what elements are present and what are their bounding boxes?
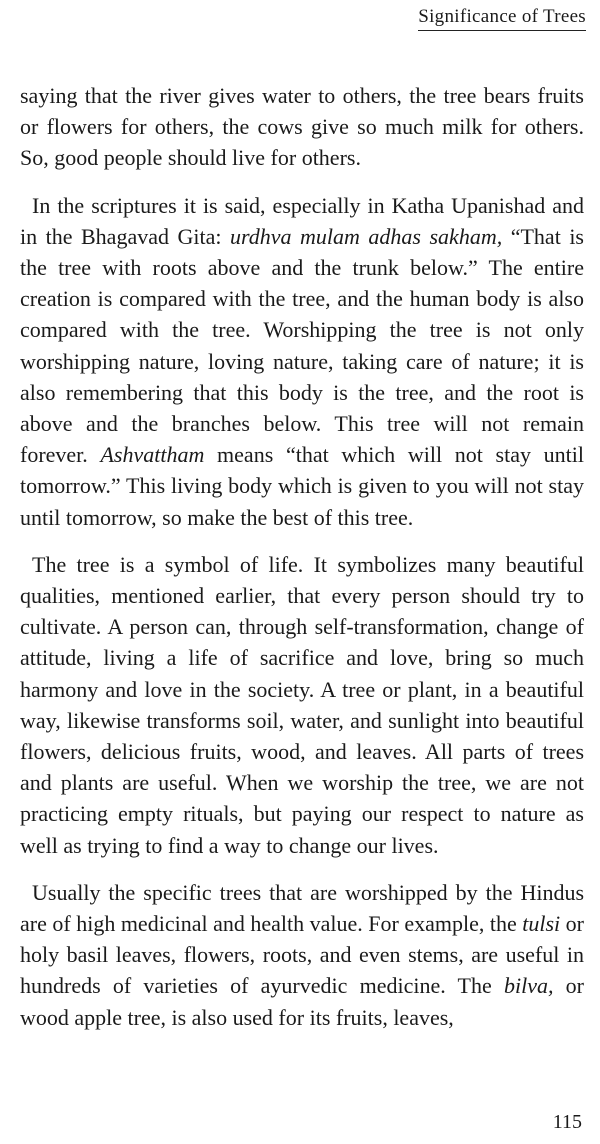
text-run: Usually the specific trees that are worshipped by the Hindus are of high medicinal and health value. For example, the [20, 879, 584, 937]
page-body [20, 80, 584, 1049]
paragraph [20, 80, 584, 174]
text-run: or wood apple tree, is also used for its fruits, leaves, [20, 973, 585, 1030]
paragraph [20, 877, 584, 1033]
running-header: Significance of Trees [418, 6, 586, 31]
italic-term: bilva, [503, 973, 554, 999]
text-run: means “that which will not stay until tomorrow.” This living body which is given to you will not stay until tomorrow, so make the best of this tree. [20, 442, 584, 530]
text-run: “That is the tree with roots above and the trunk below.” The entire creation is compared with the tree, and the human body is also compared with the tree. Worshipping the tree is not only worshipping nature, loving nature, taking care of nature; it is also remembering that this body is the tree, and the root is above and the branches below. This tree will not remain forever. [20, 223, 584, 468]
paragraph [20, 190, 584, 533]
text-run: or holy basil leaves, flowers, roots, and even stems, are useful in hundreds of varieties of ayurvedic medicine. The [20, 911, 585, 999]
paragraph [20, 549, 584, 861]
italic-term: tulsi [522, 911, 561, 937]
italic-term: urdhva mulam adhas sakham, [230, 223, 503, 249]
text-run: saying that the river gives water to others, the tree bears fruits or flowers for others, the cows give so much milk for others. So, good people should live for others. [20, 83, 584, 171]
text-run: The tree is a symbol of life. It symbolizes many beautiful qualities, mentioned earlier, that every person should try to cultivate. A person can, through self-transformation, change of attitude, living a life of sacrifice and love, bring so much harmony and love in the society. A tree or plant, in a beautiful way, likewise transforms soil, water, and sunlight into beautiful flowers, delicious fruits, wood, and leaves. All parts of trees and plants are useful. When we worship the tree, we are not practicing empty rituals, but paying our respect to nature as well as trying to find a way to change our lives. [20, 551, 584, 858]
text-run: In the scriptures it is said, especially in Katha Upanishad and in the Bhagavad Gita: [20, 192, 584, 249]
page-number: 115 [552, 1111, 582, 1133]
italic-term: Ashvattham [100, 442, 205, 468]
